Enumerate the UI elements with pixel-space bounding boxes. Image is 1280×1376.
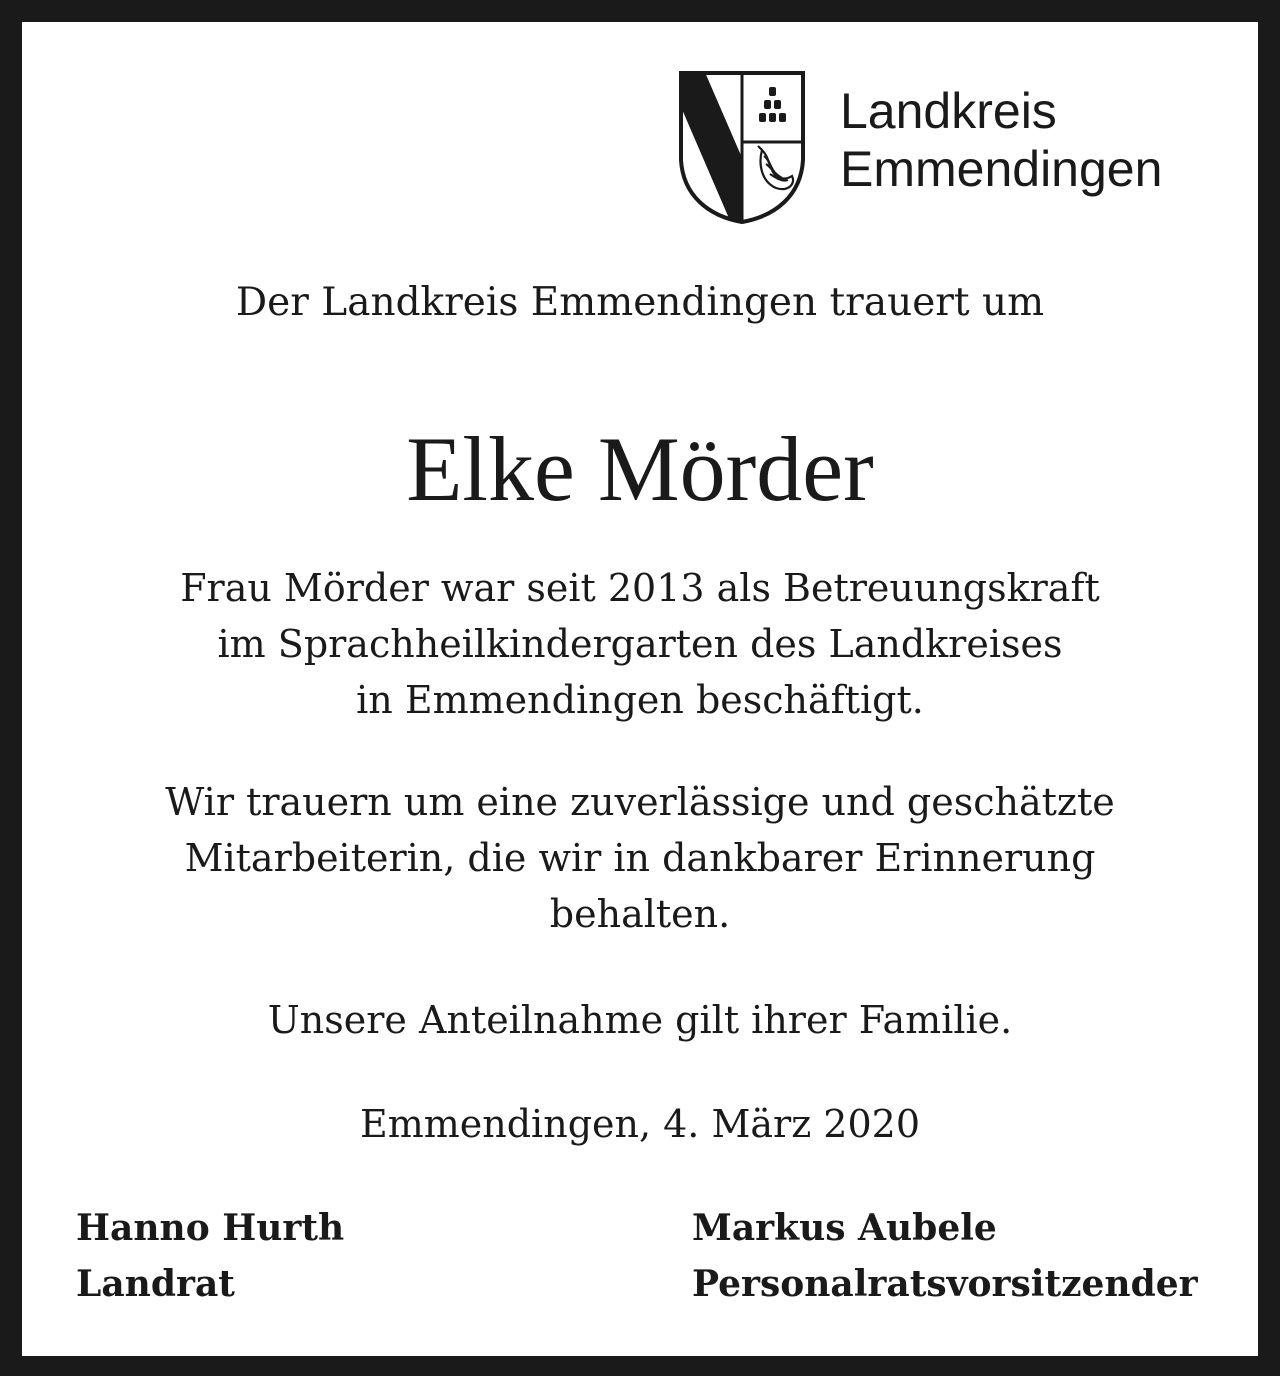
employment-paragraph [22,560,1258,728]
signatory-title: Landrat [76,1263,235,1305]
paragraph-line: Frau Mörder war seit 2013 als Betreuungskraft [180,566,1100,610]
paragraph-line: Wir trauern um eine zuverlässige und geschätzte [165,780,1115,824]
coat-of-arms-icon [678,70,806,225]
paragraph-line: im Sprachheilkindergarten des Landkreises [217,622,1063,666]
paragraph-line: behalten. [549,892,731,936]
condolence-line: Unsere Anteilnahme gilt ihrer Familie. [267,998,1013,1042]
paragraph-line: in Emmendingen beschäftigt. [356,678,924,722]
paragraph-line: Mitarbeiterin, die wir in dankbarer Erinnerung [184,836,1096,880]
logo-wordmark [840,82,1162,198]
signatory-landrat [76,1200,344,1312]
signatory-personalrat [692,1200,1198,1312]
signatory-title: Personalratsvorsitzender [692,1263,1198,1305]
signatory-name: Markus Aubele [692,1207,997,1249]
logo-line-1: Landkreis [840,83,1057,139]
place-date: Emmendingen, 4. März 2020 [359,1102,921,1146]
mourning-paragraph [22,774,1258,942]
deceased-name: Elke Mörder [406,418,874,520]
landkreis-logo [678,70,1238,230]
signatory-name: Hanno Hurth [76,1207,345,1249]
logo-line-2: Emmendingen [840,141,1163,197]
obituary-notice [22,22,1258,1356]
intro-line: Der Landkreis Emmendingen trauert um [235,280,1045,325]
